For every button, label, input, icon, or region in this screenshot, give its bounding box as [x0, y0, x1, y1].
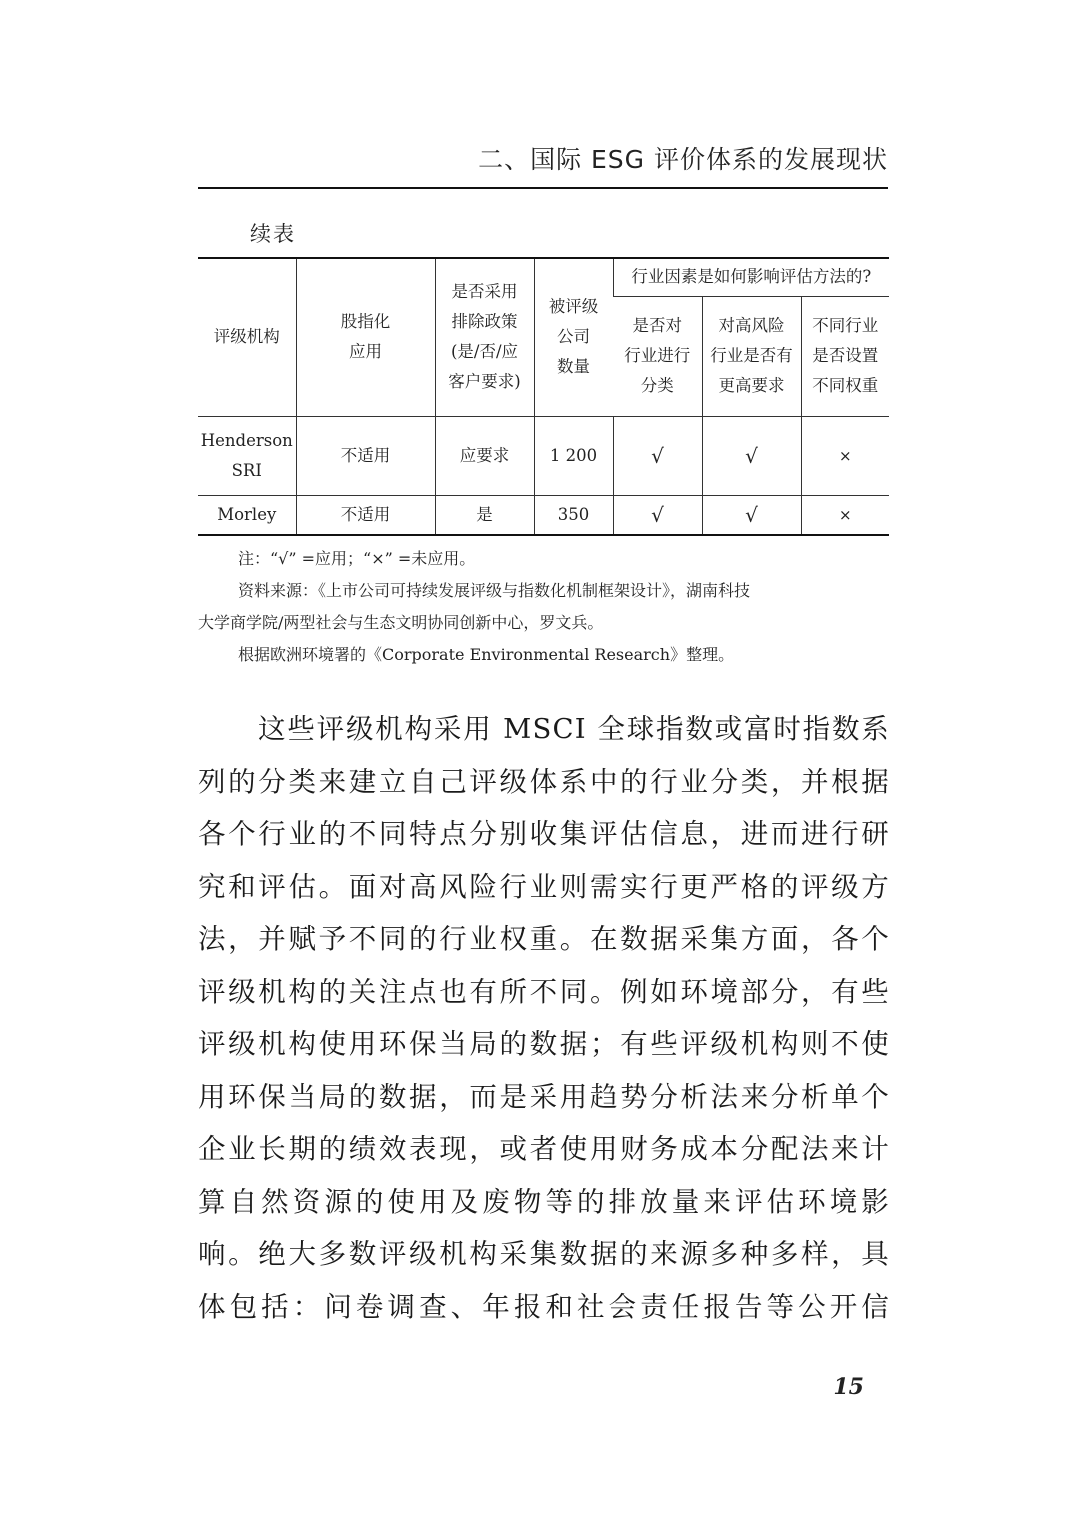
cell-index-application: 不适用	[296, 416, 435, 495]
cell-agency: Morley	[198, 495, 296, 535]
cell-rated-companies: 350	[534, 495, 613, 535]
running-header-title: 二、国际 ESG 评价体系的发展现状	[478, 145, 888, 174]
checkmark-icon: √	[613, 416, 702, 495]
body-line: 体包括：问卷调查、年报和社会责任报告等公开信	[198, 1290, 890, 1323]
table-notes	[198, 543, 890, 671]
cell-agency: Henderson SRI	[198, 416, 296, 495]
header-rule	[198, 187, 888, 189]
header-high-risk: 对高风险 行业是否有 更高要求	[702, 296, 801, 416]
body-line: 各个行业的不同特点分别收集评估信息，进而进行研	[198, 818, 890, 850]
source-note-line-1: 资料来源：《上市公司可持续发展评级与指数化机制框架设计》，湖南科技	[238, 581, 751, 600]
cross-icon: ×	[801, 495, 889, 535]
table-row	[198, 495, 889, 535]
cell-rated-companies: 1 200	[534, 416, 613, 495]
header-exclusion-policy: 是否采用 排除政策 (是/否/应 客户要求)	[435, 258, 534, 416]
body-line: 响。绝大多数评级机构采集数据的来源多种多样，具	[198, 1238, 890, 1270]
body-line: 法，并赋予不同的行业权重。在数据采集方面，各个	[198, 923, 890, 955]
body-line: 用环保当局的数据，而是采用趋势分析法来分析单个	[198, 1080, 890, 1113]
body-line: 评级机构的关注点也有所不同。例如环境部分，有些	[198, 975, 890, 1008]
cell-exclusion-policy: 应要求	[435, 416, 534, 495]
source-note-line-2: 大学商学院/两型社会与生态文明协同创新中心，罗文兵。	[198, 613, 604, 632]
body-line: 列的分类来建立自己评级体系中的行业分类，并根据	[198, 765, 890, 798]
header-agency: 评级机构	[213, 327, 280, 347]
table-row	[198, 416, 889, 495]
checkmark-icon: √	[702, 495, 801, 535]
legend-note: 注：“√” =应用；“×” =未应用。	[238, 549, 476, 568]
page-number: 15	[833, 1374, 864, 1400]
esg-rating-table	[198, 257, 889, 536]
header-weights: 不同行业 是否设置 不同权重	[801, 296, 889, 416]
body-line: 企业长期的绩效表现，或者使用财务成本分配法来计	[198, 1133, 890, 1165]
cell-index-application: 不适用	[296, 495, 435, 535]
body-paragraph	[198, 703, 890, 1333]
source-note-line-3: 根据欧洲环境署的《Corporate Environmental Research》整理。	[238, 645, 735, 664]
header-industry-group: 行业因素是如何影响评估方法的?	[613, 258, 889, 296]
body-line: 究和评估。面对高风险行业则需实行更严格的评级方	[198, 870, 890, 903]
header-classify: 是否对 行业进行 分类	[613, 296, 702, 416]
body-line: 评级机构使用环保当局的数据；有些评级机构则不使	[198, 1028, 890, 1060]
header-rated-companies: 被评级 公司 数量	[534, 258, 613, 416]
checkmark-icon: √	[613, 495, 702, 535]
cell-exclusion-policy: 是	[435, 495, 534, 535]
header-index-application: 股指化 应用	[296, 258, 435, 416]
body-line: 算自然资源的使用及废物等的排放量来评估环境影	[198, 1185, 890, 1218]
body-line: 这些评级机构采用 MSCI 全球指数或富时指数系	[258, 713, 890, 745]
table-continuation-label: 续表	[250, 222, 296, 246]
cross-icon: ×	[801, 416, 889, 495]
checkmark-icon: √	[702, 416, 801, 495]
